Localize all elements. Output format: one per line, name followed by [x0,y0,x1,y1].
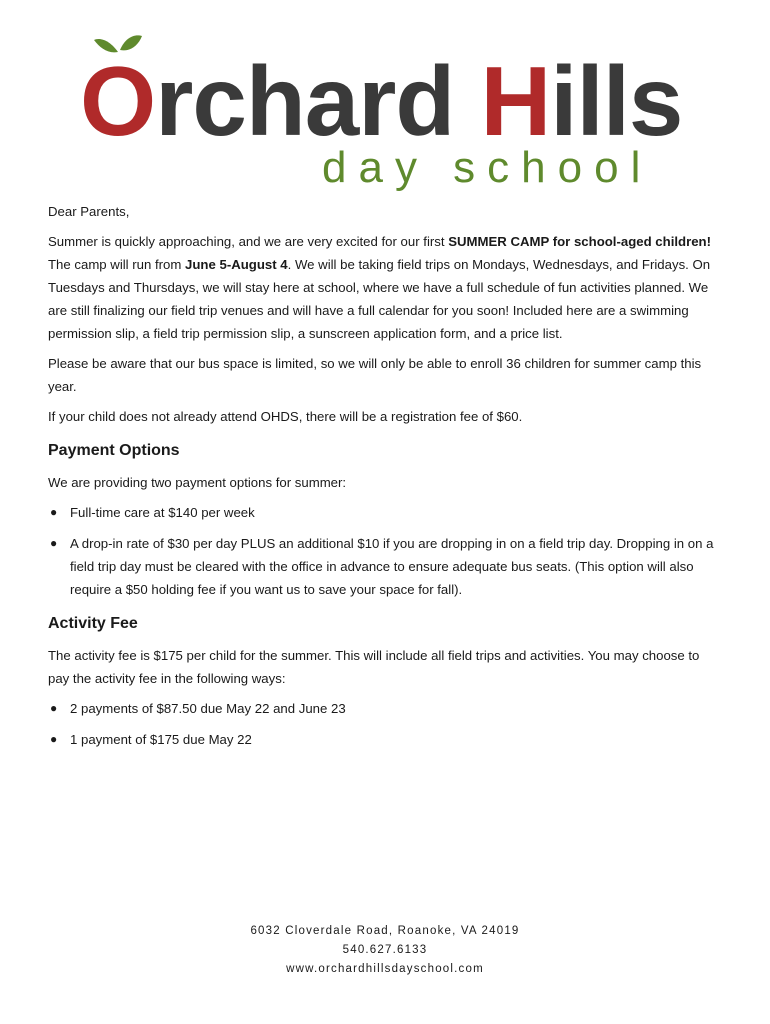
greeting: Dear Parents, [48,204,130,219]
footer-contact [0,922,770,979]
svg-text:Orchard Hills [80,46,682,156]
footer-address: 6032 Cloverdale Road, Roanoke, VA 24019 [250,925,520,937]
list-item: ● 1 payment of $175 due May 22 [48,728,720,751]
activity-intro: The activity fee is $175 per child for the summer. This will include all field trips and activities. You may choose to pay the activity fee in the following ways: [48,648,700,686]
activity-fee-list [48,697,720,751]
intro-paragraph: Summer is quickly approaching, and we are very excited for our first SUMMER CAMP for school-aged children! The camp will run from June 5-August 4. We will be taking field trips on Mondays, Wednesdays, and Fridays. On Tuesdays and Thursdays, we will stay here at school, where we have a full schedule of fun activities planned. We are still finalizing our field trip venues and will have a full calendar for you soon! Included here are a swimming permission slip, a field trip permission slip, a sunscreen application form, and a price list. [48,234,711,341]
logo-rchard: rchard [155,46,481,156]
footer-website[interactable]: www.orchardhillsdayschool.com [286,963,484,975]
registration-fee-paragraph: If your child does not already attend OHDS, there will be a registration fee of $60. [48,409,523,424]
logo-ills: ills [550,46,683,156]
bullet-icon: ● [50,505,58,519]
payment-options-list [48,501,720,601]
activity-fee-heading: Activity Fee [48,615,138,632]
list-item: ● A drop-in rate of $30 per day PLUS an additional $10 if you are dropping in on a field trip day. Dropping in on a field trip day must be cleared with the office in advance to ensure adequate bus seats. (This option will also require a $50 holding fee if you want us to save your space for fall). [48,532,720,601]
logo-tagline: day school [322,143,653,192]
logo-h: H [480,46,551,156]
list-item: ● 2 payments of $87.50 due May 22 and June 23 [48,697,720,720]
school-logo [0,0,770,200]
footer-phone: 540.627.6133 [342,944,428,956]
bullet-icon: ● [50,732,58,746]
bus-space-paragraph: Please be aware that our bus space is limited, so we will only be able to enroll 36 children for summer camp this year. [48,356,702,394]
dates-emphasis: June 5-August 4 [185,257,288,272]
payment-options-heading: Payment Options [48,442,180,459]
list-item: ● Full-time care at $140 per week [48,501,720,524]
bullet-icon: ● [50,536,58,550]
logo-o: O [80,46,156,156]
bullet-icon: ● [50,701,58,715]
payment-intro: We are providing two payment options for summer: [48,475,347,490]
orchard-hills-logo [80,30,700,195]
summer-camp-emphasis: SUMMER CAMP for school-aged children! [448,234,711,249]
letter-body [48,200,720,759]
